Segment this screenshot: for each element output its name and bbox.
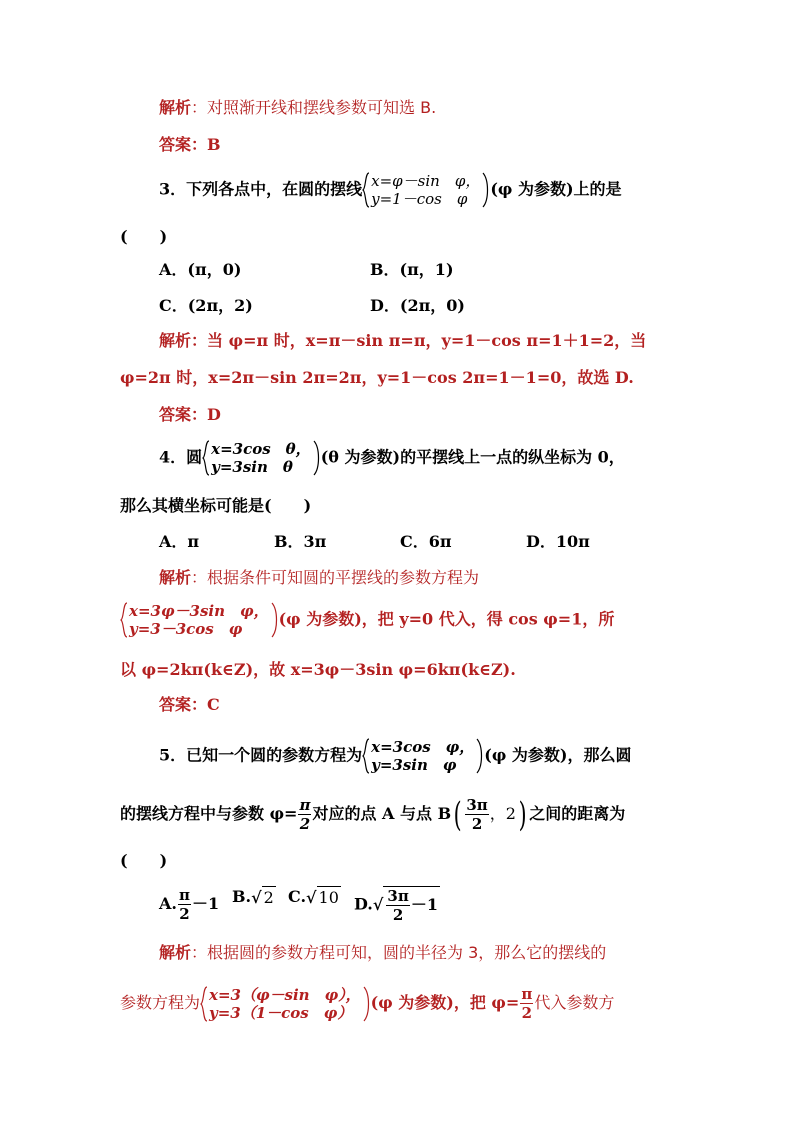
fraction-numerator: π <box>299 796 311 814</box>
q4-option-a: A．π <box>159 532 200 551</box>
left-brace-icon <box>202 440 210 476</box>
fraction-numerator: 3π <box>466 796 488 814</box>
q4-solution-line3: 以 φ=2kπ(k∈Z)，故 x=3φ－3sin φ=6kπ(k∈Z). <box>120 660 516 679</box>
q5-option-a <box>159 886 219 923</box>
q3-stem-b: (φ 为参数)上的是 <box>490 179 622 199</box>
q3-solution-line1 <box>159 330 719 352</box>
analysis-text: ：对照渐开线和摆线参数可知选 B. <box>191 98 437 117</box>
left-brace-icon <box>362 172 370 208</box>
q4-option-b: B．3π <box>274 532 327 551</box>
radicand <box>383 886 440 924</box>
q3-answer <box>159 404 719 426</box>
q4-answer-value: ：C <box>191 695 220 714</box>
q5-point-fraction <box>465 796 488 833</box>
left-brace-icon <box>362 738 370 774</box>
fraction-numerator: π <box>178 886 190 904</box>
q5-sys-row2: y=3sin φ <box>371 756 457 774</box>
right-paren-icon <box>363 986 371 1022</box>
q5-sys3-row1: x=3（φ－sin φ）， <box>209 985 361 1004</box>
q5-option-b-label: B. <box>232 887 252 906</box>
fraction-denominator: 2 <box>465 814 488 833</box>
left-paren-icon: ( <box>453 794 462 835</box>
q4-solution-text2: (φ 为参数)，把 y=0 代入，得 cos φ=1，所 <box>278 609 615 629</box>
right-paren-icon <box>271 602 279 638</box>
q5-option-d-fraction <box>386 887 409 924</box>
q4-sys2-row1: x=3φ－3sin φ， <box>129 602 269 620</box>
q5-option-a-label: A. <box>159 894 177 913</box>
q5-stem-c2: 对应的点 A 与点 B <box>312 804 452 823</box>
q4-solution-label: 解析 <box>159 568 192 587</box>
q4-stem-a: 4．圆 <box>159 447 203 467</box>
q5-stem-c <box>120 796 680 833</box>
q5-option-c-label: C. <box>288 887 307 906</box>
sqrt-icon: √ 2 <box>251 888 274 907</box>
q3-option-b: B．(π，1) <box>370 260 454 279</box>
q4-solution-text1: ：根据条件可知圆的平摆线的参数方程为 <box>191 568 480 587</box>
q5-option-d-tail: －1 <box>410 895 438 914</box>
right-paren-icon <box>476 738 484 774</box>
q5-solution-line2 <box>120 985 680 1022</box>
q5-option-d-label: D. <box>354 894 373 914</box>
q5-system <box>362 738 484 774</box>
q3-option-a: A．(π，0) <box>159 260 242 279</box>
q3-option-d: D．(2π，0) <box>370 296 465 315</box>
q4-solution-line1 <box>159 567 719 589</box>
fraction-denominator: 2 <box>521 1004 533 1022</box>
q3-blank: ( ) <box>120 227 168 246</box>
q5-solution-text2c: 代入参数方 <box>534 993 615 1012</box>
q3-sys-row2: y=1－cos φ <box>371 190 468 208</box>
q3-solution-label: 解析 <box>159 331 192 350</box>
q5-option-a-fraction <box>178 886 191 923</box>
q5-solution-fraction <box>520 985 533 1022</box>
analysis-label: 解析 <box>159 98 192 117</box>
q5-param-fraction <box>298 796 311 833</box>
q3-option-c: C．(2π，2) <box>159 296 253 315</box>
right-paren-icon: ) <box>518 794 527 835</box>
q5-solution-text1: ：根据圆的参数方程可知，圆的半径为 3，那么它的摆线的 <box>191 943 607 962</box>
radicand: 10 <box>318 888 339 907</box>
q4-stem-c: 那么其横坐标可能是( ) <box>120 496 312 515</box>
q3-system <box>362 172 490 208</box>
q5-stem-b: (φ 为参数)，那么圆 <box>484 745 632 765</box>
q5-solution-line1 <box>159 942 719 964</box>
q4-stem-b: (θ 为参数)的平摆线上一点的纵坐标为 0， <box>320 447 625 467</box>
q4-option-c: C．6π <box>400 532 452 551</box>
q5-solution-system <box>200 986 371 1022</box>
q5-blank: ( ) <box>120 851 168 870</box>
q5-option-d <box>354 886 440 924</box>
q3-answer-label: 答案 <box>159 405 192 424</box>
fraction-numerator: π <box>521 985 533 1003</box>
answer-line-q2 <box>159 134 719 156</box>
left-brace-icon <box>120 602 128 638</box>
q5-sys3-row2: y=3（1－cos φ） <box>209 1003 353 1022</box>
q5-stem-c3: 之间的距离为 <box>529 804 626 823</box>
fraction-denominator: 2 <box>179 905 190 923</box>
sqrt-icon: √ $\frac{3\pi}{2}$ －1 <box>372 887 438 924</box>
right-paren-icon <box>313 440 321 476</box>
q5-point-y: ，2 <box>489 804 516 823</box>
q5-solution-label: 解析 <box>159 943 192 962</box>
q3-solution-line2: φ=2π 时，x=2π－sin 2π=2π，y=1－cos 2π=1－1=0，故选 D. <box>120 368 634 387</box>
q3-solution-text1: ：当 φ=π 时，x=π－sin π=π，y=1－cos π=1＋1=2，当 <box>191 331 647 350</box>
q3-answer-value: ：D <box>191 405 221 424</box>
q5-option-a-tail: －1 <box>191 894 220 913</box>
q5-stem-c1: 的摆线方程中与参数 φ= <box>120 804 298 823</box>
left-brace-icon <box>200 986 208 1022</box>
q4-answer <box>159 694 719 716</box>
q5-solution-text2b: (φ 为参数)，把 φ= <box>370 993 520 1012</box>
q3-sys-row1: x=φ－sin φ， <box>371 172 481 190</box>
q4-option-d: D．10π <box>526 532 590 551</box>
q4-sys-row1: x=3cos θ， <box>211 440 311 458</box>
sqrt-icon: √ 10 <box>306 888 339 907</box>
q3-stem <box>159 172 719 208</box>
fraction-denominator: 2 <box>299 815 311 833</box>
q3-stem-a: 3．下列各点中，在圆的摆线 <box>159 179 363 199</box>
q5-option-c <box>288 886 341 909</box>
q4-answer-label: 答案 <box>159 695 192 714</box>
q4-sys2-row2: y=3－3cos φ <box>129 620 243 638</box>
fraction-numerator: 3π <box>387 887 409 905</box>
right-paren-icon <box>482 172 490 208</box>
radicand: 2 <box>263 888 274 907</box>
q4-stem <box>159 440 719 476</box>
q5-solution-text2a: 参数方程为 <box>120 993 201 1012</box>
q5-sys-row1: x=3cos φ， <box>371 738 475 756</box>
q5-option-b <box>232 886 276 909</box>
q5-stem <box>159 738 719 774</box>
fraction-denominator: 2 <box>386 905 409 924</box>
answer-label: 答案 <box>159 135 192 154</box>
analysis-line-q2 <box>159 97 719 119</box>
q5-stem-a: 5．已知一个圆的参数方程为 <box>159 745 363 765</box>
q4-system <box>202 440 321 476</box>
q4-sys-row2: y=3sin θ <box>211 458 293 476</box>
q4-solution-system <box>120 602 279 638</box>
answer-value: ：B <box>191 135 221 154</box>
q4-solution-line2 <box>120 602 680 638</box>
